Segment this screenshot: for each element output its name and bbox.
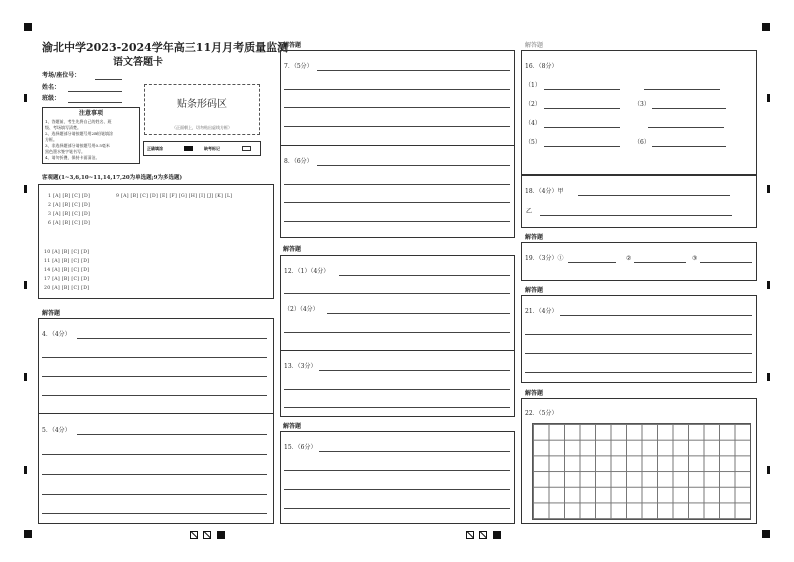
timing-mark xyxy=(24,373,27,381)
answer-line[interactable] xyxy=(42,357,267,358)
answer-line[interactable] xyxy=(652,108,726,109)
answer-line[interactable] xyxy=(319,370,510,371)
answer-line[interactable] xyxy=(544,146,620,147)
question-label-q21: 21．（4分） xyxy=(525,308,558,315)
timing-mark xyxy=(767,94,770,102)
answer-line[interactable] xyxy=(77,338,267,339)
q16-item-4: （4） xyxy=(525,120,541,127)
page-title: 渝北中学2023-2024学年高三11月月考质量监测 xyxy=(42,41,289,54)
choice-row[interactable]: 3 [A] [B] [C] [D] xyxy=(48,212,91,217)
page-code-mark xyxy=(493,531,501,539)
answer-line[interactable] xyxy=(560,315,752,316)
question-label-q12-1: 12．（1）（4分） xyxy=(284,268,330,275)
question-label-q13: 13．（3分） xyxy=(284,363,317,370)
answer-line[interactable] xyxy=(317,165,510,166)
answer-line[interactable] xyxy=(77,434,267,435)
notes-line: 2、选择题部分请按题号用2B铅笔填涂 xyxy=(45,131,114,136)
choice-row[interactable]: 11 [A] [B] [C] [D] xyxy=(44,259,90,264)
answer-line[interactable] xyxy=(284,184,510,185)
answer-line[interactable] xyxy=(652,146,726,147)
answer-box-q15 xyxy=(280,431,515,524)
answer-line[interactable] xyxy=(284,407,510,408)
correct-fill-sample xyxy=(184,146,193,151)
timing-mark xyxy=(24,94,27,102)
choice-row[interactable]: 17 [A] [B] [C] [D] xyxy=(44,277,90,282)
correct-fill-label: 正确填涂 xyxy=(147,146,163,151)
answer-line[interactable] xyxy=(540,215,732,216)
answer-line[interactable] xyxy=(284,332,510,333)
fill-example-box xyxy=(143,141,261,156)
answer-line[interactable] xyxy=(544,89,620,90)
choice-row[interactable]: 1 [A] [B] [C] [D] xyxy=(48,194,91,199)
answer-box-q19 xyxy=(521,242,757,281)
answer-line[interactable] xyxy=(634,262,686,263)
answer-line[interactable] xyxy=(644,89,720,90)
answer-box-q13 xyxy=(280,350,515,417)
answer-line[interactable] xyxy=(284,107,510,108)
question-label-q22: 22．（5分） xyxy=(525,410,558,417)
question-label-q8: 8．（6分） xyxy=(284,158,313,165)
section-heading: 解答题 xyxy=(525,42,544,49)
answer-line[interactable] xyxy=(42,376,267,377)
absent-mark-label: 缺考标记 xyxy=(204,146,220,151)
section-heading: 解答题 xyxy=(283,246,302,253)
page-code-mark xyxy=(217,531,225,539)
timing-mark xyxy=(24,466,27,474)
page-code-mark xyxy=(479,531,487,539)
section-heading: 解答题 xyxy=(283,423,302,430)
answer-line[interactable] xyxy=(648,127,724,128)
name-field[interactable] xyxy=(68,91,122,92)
corner-mark-bottom-right xyxy=(762,530,770,538)
answer-line[interactable] xyxy=(525,353,752,354)
answer-line[interactable] xyxy=(42,494,267,495)
question-label-q5: 5．（4分） xyxy=(42,427,71,434)
timing-mark xyxy=(767,466,770,474)
choice-row[interactable]: 2 [A] [B] [C] [D] xyxy=(48,203,91,208)
answer-line[interactable] xyxy=(42,395,267,396)
answer-line[interactable] xyxy=(284,221,510,222)
answer-line[interactable] xyxy=(284,489,510,490)
section-heading: 解答题 xyxy=(42,310,61,317)
choice-row[interactable]: 6 [A] [B] [C] [D] xyxy=(48,221,91,226)
answer-line[interactable] xyxy=(42,513,267,514)
notes-line: 方框。 xyxy=(45,137,57,142)
answer-line[interactable] xyxy=(284,470,510,471)
q19-item-3: ③ xyxy=(692,255,698,262)
corner-mark-top-right xyxy=(762,23,770,31)
answer-line[interactable] xyxy=(544,108,620,109)
answer-line[interactable] xyxy=(284,202,510,203)
barcode-label: 贴条形码区 xyxy=(177,99,227,110)
class-label: 班级： xyxy=(42,95,61,102)
question-label-q12-2: （2）（4分） xyxy=(284,306,319,313)
answer-line[interactable] xyxy=(284,389,510,390)
section-heading: 解答题 xyxy=(283,42,302,49)
composition-grid[interactable] xyxy=(532,423,751,520)
page-code-mark xyxy=(466,531,474,539)
answer-box-q21 xyxy=(521,295,757,383)
notes-line: 3、非选择题部分请按题号用0.5毫米 xyxy=(45,143,110,148)
notes-line: 级、考场填写清楚。 xyxy=(45,125,81,130)
question-label-q16: 16．（8分） xyxy=(525,63,558,70)
choice-row[interactable]: 10 [A] [B] [C] [D] xyxy=(44,250,90,255)
answer-line[interactable] xyxy=(525,334,752,335)
answer-line[interactable] xyxy=(42,454,267,455)
class-field[interactable] xyxy=(68,102,122,103)
timing-mark xyxy=(24,185,27,193)
answer-box-q7 xyxy=(280,50,515,146)
answer-line[interactable] xyxy=(284,508,510,509)
answer-box-q12 xyxy=(280,255,515,351)
q16-item-1: （1） xyxy=(525,82,541,89)
answer-line[interactable] xyxy=(700,262,752,263)
answer-box-q18 xyxy=(521,175,757,228)
corner-mark-top-left xyxy=(24,23,32,31)
timing-mark xyxy=(767,281,770,289)
answer-box-q4 xyxy=(38,318,274,414)
question-label-q19: 19．（3分）① xyxy=(525,255,564,262)
section-heading: 解答题 xyxy=(525,390,544,397)
answer-line[interactable] xyxy=(284,126,510,127)
exam-seat-label: 考场/座位号： xyxy=(42,72,81,79)
page-code-mark xyxy=(203,531,211,539)
choice-row-q9[interactable]: 9 [A] [B] [C] [D] [E] [F] [G] [H] [I] [J] [K] [L] xyxy=(116,194,233,199)
section-heading: 解答题 xyxy=(525,234,544,241)
page-subtitle: 语文答题卡 xyxy=(113,57,163,68)
objective-title: 客观题(1~3,6,10~11,14,17,20为单选题;9为多选题) xyxy=(42,175,183,181)
answer-line[interactable] xyxy=(284,293,510,294)
name-label: 姓名： xyxy=(42,84,61,91)
page-code-mark xyxy=(190,531,198,539)
question-label-q4: 4．（4分） xyxy=(42,331,71,338)
answer-line[interactable] xyxy=(578,195,730,196)
timing-mark xyxy=(767,185,770,193)
timing-mark xyxy=(767,373,770,381)
answer-box-q8 xyxy=(280,145,515,238)
q19-item-2: ② xyxy=(626,255,632,262)
answer-box-q16 xyxy=(521,50,757,175)
question-label-q15: 15．（6分） xyxy=(284,444,317,451)
answer-box-q5 xyxy=(38,413,274,524)
answer-line[interactable] xyxy=(42,474,267,475)
exam-seat-field[interactable] xyxy=(95,79,122,80)
barcode-area xyxy=(144,84,260,135)
answer-line[interactable] xyxy=(319,451,510,452)
section-heading: 解答题 xyxy=(525,287,544,294)
absent-mark-checkbox[interactable] xyxy=(242,146,251,151)
notes-line: 4、请勿折叠，保持卡面清洁。 xyxy=(45,155,100,160)
q16-item-6: （6） xyxy=(634,139,650,146)
choice-row[interactable]: 14 [A] [B] [C] [D] xyxy=(44,268,90,273)
answer-line[interactable] xyxy=(568,262,616,263)
question-label-q18-b: 乙 xyxy=(526,208,533,215)
answer-line[interactable] xyxy=(525,372,752,373)
question-label-q7: 7．（5分） xyxy=(284,63,313,70)
answer-line[interactable] xyxy=(544,127,620,128)
timing-mark xyxy=(24,281,27,289)
q16-item-5: （5） xyxy=(525,139,541,146)
q16-item-3: （3） xyxy=(634,101,650,108)
answer-line[interactable] xyxy=(317,70,510,71)
choice-row[interactable]: 20 [A] [B] [C] [D] xyxy=(44,286,90,291)
notes-box xyxy=(42,107,140,164)
question-label-q18: 18．（4分）甲 xyxy=(525,188,564,195)
notes-line: 1、答题前，考生先将自己的姓名、班 xyxy=(45,119,112,124)
answer-line[interactable] xyxy=(339,275,510,276)
notes-title: 注意事项 xyxy=(78,110,103,117)
q16-item-2: （2） xyxy=(525,101,541,108)
answer-line[interactable] xyxy=(284,89,510,90)
corner-mark-bottom-left xyxy=(24,530,32,538)
answer-line[interactable] xyxy=(327,313,510,314)
barcode-note: （正面朝上，切勿贴出虚线方框） xyxy=(172,125,232,130)
notes-line: 黑色墨水签字笔书写。 xyxy=(45,149,85,154)
